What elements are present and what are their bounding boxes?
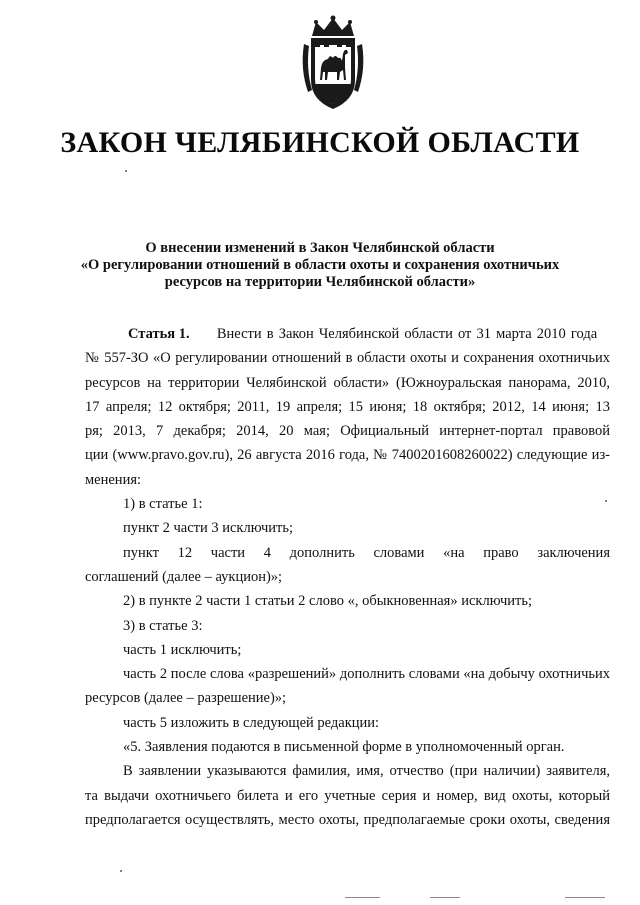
subtitle-line: ресурсов на территории Челябинской области»: [164, 274, 476, 290]
list-item: та выдачи охотничьего билета и его учетные серия и номер, вид охоты, который: [85, 787, 610, 804]
scan-speck: [120, 870, 122, 872]
paragraph-line: ресурсов на территории Челябинской области» (Южноуральская панорама, 2010,: [85, 374, 610, 391]
list-item: «5. Заявления подаются в письменной форме в уполномоченный орган.: [123, 739, 565, 756]
list-item: В заявлении указываются фамилия, имя, отчество (при наличии) заявителя,: [123, 763, 610, 780]
article-label: Статья 1.: [128, 326, 190, 342]
law-title: ЗАКОН ЧЕЛЯБИНСКОЙ ОБЛАСТИ: [60, 126, 580, 159]
article-first-line-text: Внести в Закон Челябинской области от 31 марта 2010 года: [216, 326, 598, 342]
paragraph-line: № 557-ЗО «О регулировании отношений в области охоты и сохранения охотничьих: [85, 350, 610, 367]
article-body: [85, 322, 610, 832]
subtitle-line: «О регулировании отношений в области охоты и сохранения охотничьих: [80, 257, 560, 273]
list-item: предполагается осуществлять, место охоты, предполагаемые сроки охоты, сведения: [85, 811, 610, 828]
coat-of-arms-emblem: [298, 14, 368, 114]
scan-speck: [605, 500, 607, 502]
list-item: соглашений (далее – аукцион)»;: [85, 568, 283, 585]
list-item: 1) в статье 1:: [123, 496, 203, 513]
list-item: 3) в статье 3:: [123, 617, 203, 634]
list-item: часть 1 исключить;: [123, 641, 242, 658]
paragraph-line: 17 апреля; 12 октября; 2011, 19 апреля; 15 июня; 18 октября; 2012, 14 июня; 13: [85, 398, 610, 415]
footer-line: [430, 897, 460, 898]
article-first-line: [85, 322, 610, 346]
footer-line: [345, 897, 380, 898]
list-item: ресурсов (далее – разрешение)»;: [85, 690, 287, 707]
list-item: часть 2 после слова «разрешений» дополнить словами «на добычу охотничьих: [123, 666, 610, 683]
paragraph-line: ря; 2013, 7 декабря; 2014, 20 мая; Официальный интернет-портал правовой: [85, 423, 610, 440]
list-item: пункт 2 части 3 исключить;: [123, 520, 294, 537]
scan-speck: [125, 170, 127, 172]
paragraph-line: ции (www.pravo.gov.ru), 26 августа 2016 года, № 7400201608260022) следующие из-: [85, 447, 610, 464]
paragraph-line: менения:: [85, 471, 142, 488]
list-item: пункт 12 части 4 дополнить словами «на право заключения: [123, 544, 610, 561]
list-item: 2) в пункте 2 части 1 статьи 2 слово «, обыкновенная» исключить;: [123, 593, 533, 610]
subtitle-line: О внесении изменений в Закон Челябинской области: [145, 240, 495, 256]
list-item: часть 5 изложить в следующей редакции:: [123, 714, 380, 731]
footer-line: [565, 897, 605, 898]
law-subtitle: [80, 240, 560, 291]
